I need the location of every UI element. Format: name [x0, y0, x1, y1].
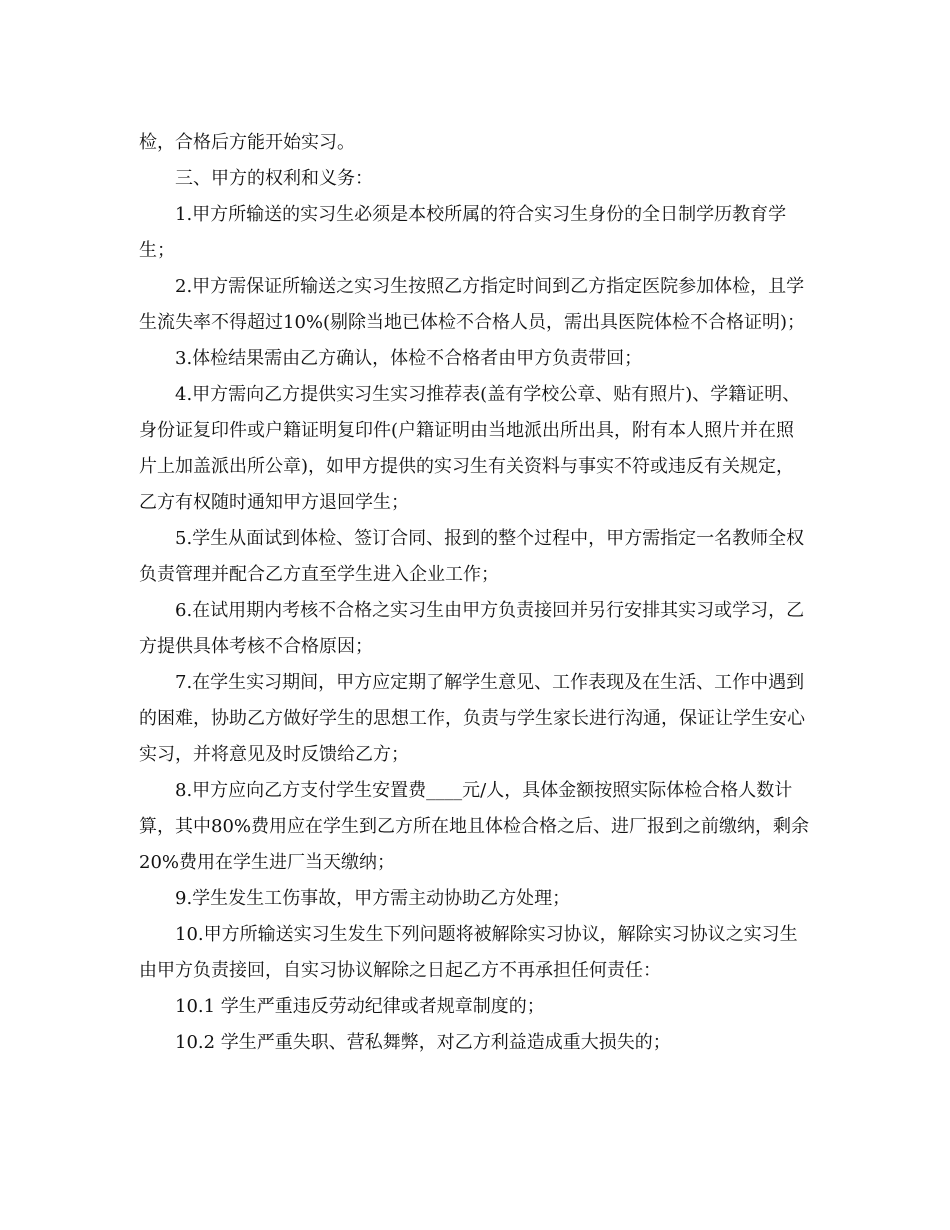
paragraph-continuation: 检，合格后方能开始实习。: [139, 132, 355, 153]
clause-5: 5.学生从面试到体检、签订合同、报到的整个过程中，甲方需指定一名教师全权负责管理并配合乙方直至学生进入企业工作；: [139, 528, 805, 585]
clause-2: 2.甲方需保证所输送之实习生按照乙方指定时间到乙方指定医院参加体检，且学生流失率不得超过10%(剔除当地已体检不合格人员，需出具医院体检不合格证明)；: [139, 276, 806, 333]
clause-10-1: 10.1 学生严重违反劳动纪律或者规章制度的；: [175, 996, 545, 1017]
clause-3: 3.体检结果需由乙方确认，体检不合格者由甲方负责带回；: [175, 348, 643, 369]
clause-8: 8.甲方应向乙方支付学生安置费____元/人，具体金额按照实际体检合格人数计算，其中80%费用应在学生到乙方所在地且体检合格之后、进厂报到之前缴纳，剩余20%费用在学生进厂当天缴纳；: [139, 780, 810, 873]
clause-10-2: 10.2 学生严重失职、营私舞弊，对乙方利益造成重大损失的；: [175, 1032, 671, 1053]
section-heading-party-a-rights: 三、甲方的权利和义务：: [175, 168, 373, 189]
clause-1: 1.甲方所输送的实习生必须是本校所属的符合实习生身份的全日制学历教育学生；: [139, 204, 787, 261]
clause-4: 4.甲方需向乙方提供实习生实习推荐表(盖有学校公章、贴有照片)、学籍证明、身份证复印件或户籍证明复印件(户籍证明由当地派出所出具，附有本人照片并在照片上加盖派出所公章)，如甲方提供的实习生有关资料与事实不符或违反有关规定，乙方有权随时通知甲方退回学生；: [139, 384, 801, 513]
clause-7: 7.在学生实习期间，甲方应定期了解学生意见、工作表现及在生活、工作中遇到的困难，协助乙方做好学生的思想工作，负责与学生家长进行沟通，保证让学生安心实习，并将意见及时反馈给乙方；: [139, 672, 805, 765]
clause-6: 6.在试用期内考核不合格之实习生由甲方负责接回并另行安排其实习或学习，乙方提供具体考核不合格原因；: [139, 600, 805, 657]
clause-10: 10.甲方所输送实习生发生下列问题将被解除实习协议，解除实习协议之实习生由甲方负责接回，自实习协议解除之日起乙方不再承担任何责任：: [139, 924, 798, 981]
clause-9: 9.学生发生工伤事故，甲方需主动协助乙方处理；: [175, 888, 571, 909]
document-body: [139, 125, 811, 1061]
